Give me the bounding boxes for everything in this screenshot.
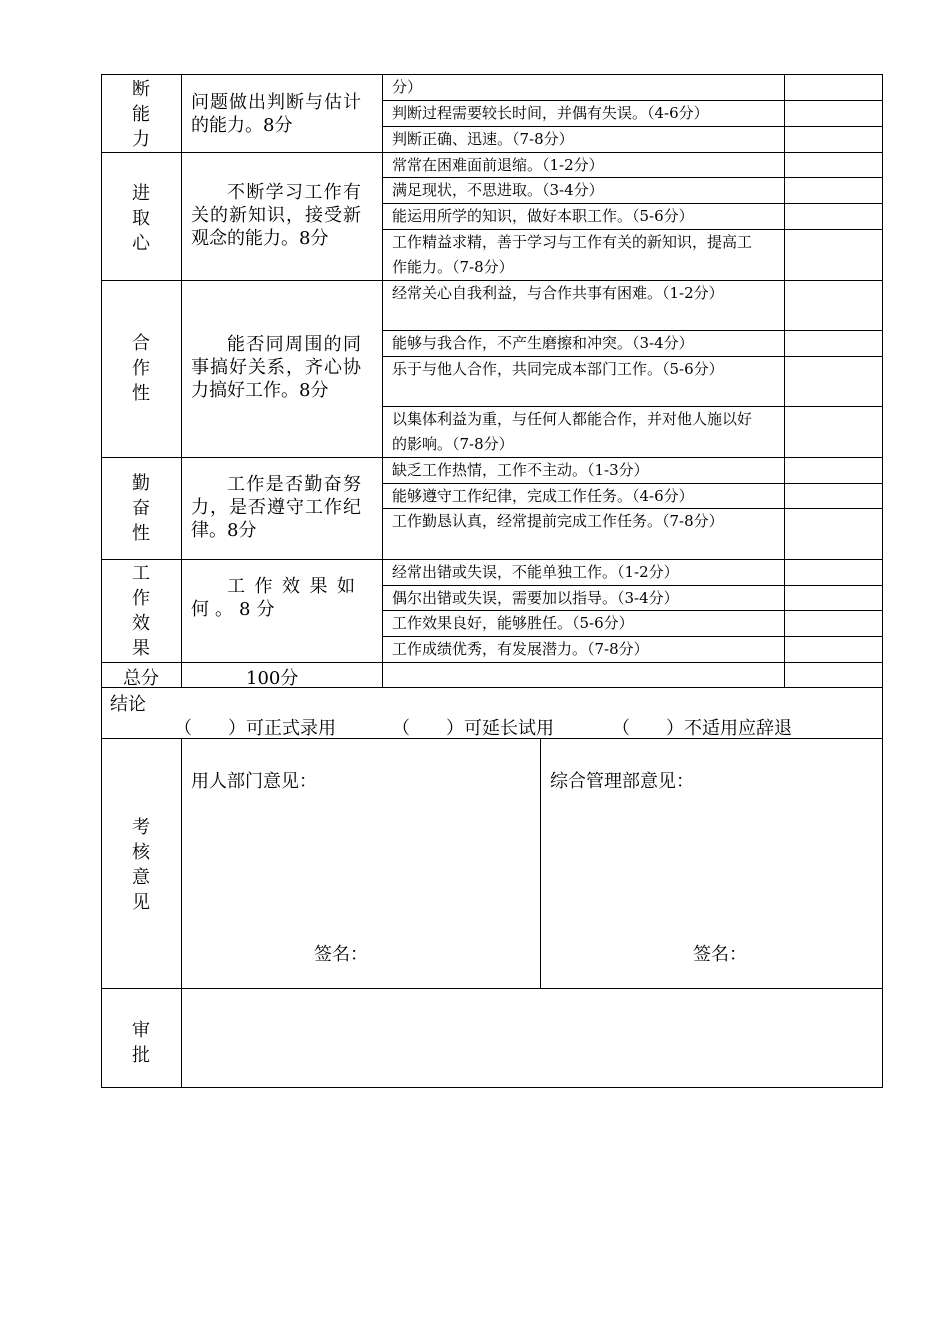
description-judgment: 问题做出判断与估计的能力。8分 (191, 92, 361, 136)
criterion-item: 判断过程需要较长时间，并偶有失误。（4-6分） (392, 104, 709, 122)
description-diligence: 工作是否勤奋努力，是否遵守工作纪律。8分 (191, 474, 361, 541)
opinion-label (101, 815, 181, 915)
category-diligence (101, 471, 181, 546)
criterion-item: 判断正确、迅速。（7-8分） (392, 130, 574, 148)
admin-opinion-label: 综合管理部意见： (550, 771, 694, 792)
category-char: 考核意见 (131, 817, 150, 913)
criterion-item: 经常出错或失误，不能单独工作。（1-2分） (392, 563, 679, 581)
category-char: 断能力 (131, 79, 150, 150)
criterion-item: 满足现状，不思进取。（3-4分） (392, 181, 604, 199)
dept-signature-label: 签名： (314, 944, 368, 965)
criterion-item: 以集体利益为重，与任何人都能合作，并对他人施以好的影响。（7-8分） (392, 410, 753, 453)
description-effectiveness: 工作效果如何。8分 (191, 576, 361, 620)
criterion-item: 常常在困难面前退缩。（1-2分） (392, 156, 604, 174)
category-judgment (101, 77, 181, 152)
criterion-item: 能运用所学的知识，做好本职工作。（5-6分） (392, 207, 694, 225)
criterion-item: 经常关心自我利益，与合作共事有困难。（1-2分） (392, 284, 724, 302)
criterion-item: 工作成绩优秀，有发展潜力。（7-8分） (392, 640, 649, 658)
category-char: 合作性 (131, 333, 150, 404)
criterion-item: 工作效果良好，能够胜任。（5-6分） (392, 614, 634, 632)
description-initiative: 不断学习工作有关的新知识，接受新观念的能力。8分 (191, 182, 361, 249)
criterion-item: 工作精益求精，善于学习与工作有关的新知识，提高工作能力。（7-8分） (392, 233, 753, 276)
category-char: 进取心 (131, 183, 150, 254)
conclusion-option-dismiss[interactable]: （ ）不适用应辞退 (612, 718, 792, 739)
conclusion-option-hire[interactable]: （ ）可正式录用 (174, 718, 336, 739)
category-initiative (101, 181, 181, 256)
conclusion-label: 结论 (110, 694, 146, 715)
category-char: 勤奋性 (131, 473, 150, 544)
category-char: 审批 (131, 1020, 150, 1066)
criterion-item: 缺乏工作热情，工作不主动。（1-3分） (392, 461, 649, 479)
criterion-item: 分） (392, 78, 423, 96)
conclusion-option-extend[interactable]: （ ）可延长试用 (392, 718, 554, 739)
total-label: 总分 (123, 668, 159, 689)
total-value: 100分 (246, 668, 299, 689)
category-char: 工作效果 (131, 563, 150, 659)
admin-signature-label: 签名： (693, 944, 747, 965)
criterion-item: 工作勤恳认真，经常提前完成工作任务。（7-8分） (392, 512, 724, 530)
criterion-item: 能够与我合作，不产生磨擦和冲突。（3-4分） (392, 334, 694, 352)
description-cooperation: 能否同周围的同事搞好关系，齐心协力搞好工作。8分 (191, 334, 361, 401)
approval-label (101, 1018, 181, 1068)
criterion-item: 乐于与他人合作，共同完成本部门工作。（5-6分） (392, 360, 724, 378)
dept-opinion-label: 用人部门意见： (191, 771, 317, 792)
category-effectiveness (101, 561, 181, 661)
category-cooperation (101, 331, 181, 406)
criterion-item: 能够遵守工作纪律，完成工作任务。（4-6分） (392, 487, 694, 505)
criterion-item: 偶尔出错或失误，需要加以指导。（3-4分） (392, 589, 679, 607)
